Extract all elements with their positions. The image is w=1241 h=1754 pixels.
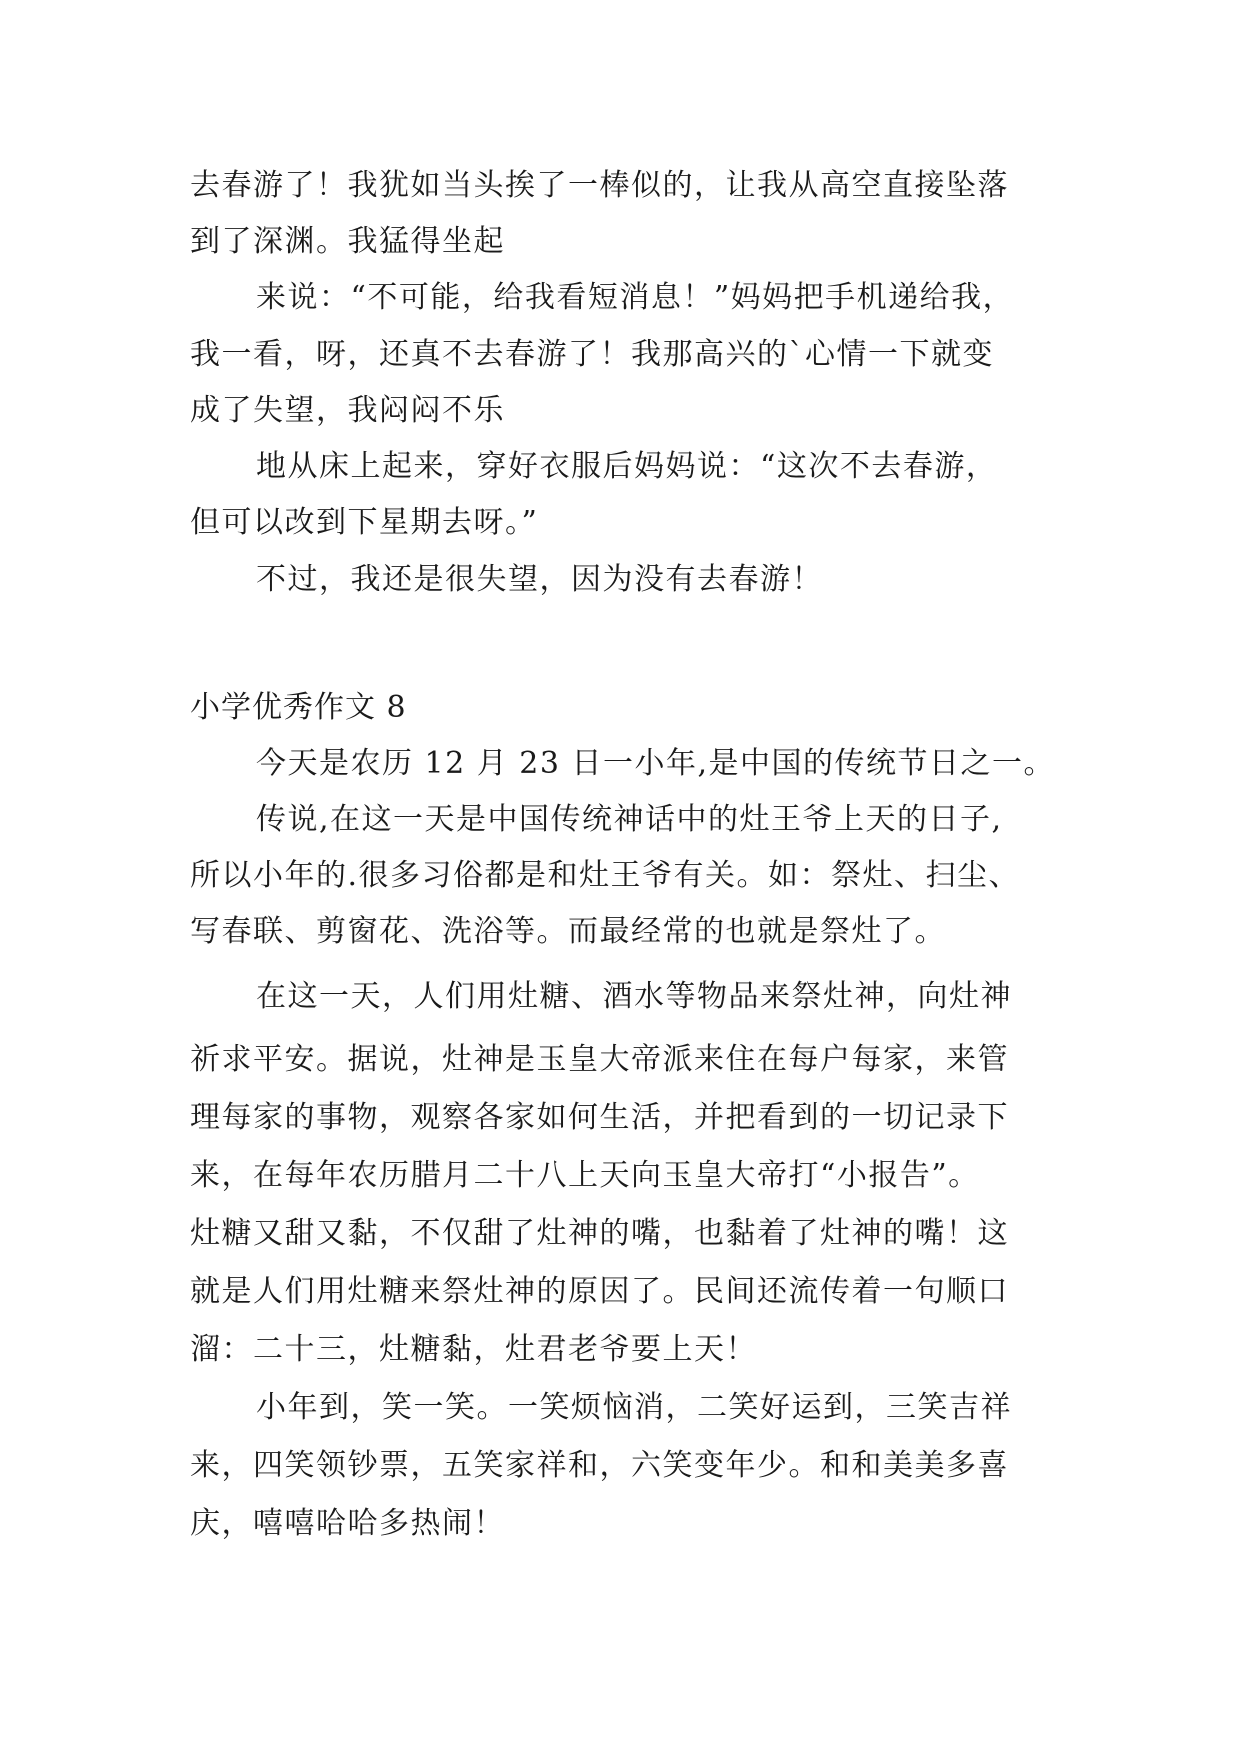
paragraph-line: 写春联、剪窗花、洗浴等。而最经常的也就是祭灶了。 [190, 914, 946, 949]
paragraph-line: 庆，嘻嘻哈哈多热闹！ [190, 1506, 505, 1541]
paragraph-line: 去春游了！我犹如当头挨了一棒似的，让我从高空直接坠落 [190, 168, 1009, 203]
paragraph-line: 今天是农历 12 月 23 日一小年,是中国的传统节日之一。 [256, 746, 1056, 781]
paragraph-line: 所以小年的.很多习俗都是和灶王爷有关。如：祭灶、扫尘、 [190, 858, 1021, 893]
paragraph-line: 小年到，笑一笑。一笑烦恼消，二笑好运到，三笑吉祥 [256, 1390, 1012, 1425]
paragraph-line: 来，四笑领钞票，五笑家祥和，六笑变年少。和和美美多喜 [190, 1448, 1009, 1483]
paragraph-line: 就是人们用灶糖来祭灶神的原因了。民间还流传着一句顺口 [190, 1274, 1009, 1309]
paragraph-line: 但可以改到下星期去呀。” [190, 505, 539, 540]
paragraph-line: 我一看，呀，还真不去春游了！我那高兴的`心情一下就变 [190, 337, 994, 372]
paragraph-line: 灶糖又甜又黏，不仅甜了灶神的嘴，也黏着了灶神的嘴！这 [190, 1216, 1009, 1251]
paragraph-line: 来，在每年农历腊月二十八上天向玉皇大帝打“小报告”。 [190, 1158, 980, 1193]
paragraph-line: 到了深渊。我猛得坐起 [190, 224, 505, 259]
paragraph-line: 不过，我还是很失望，因为没有去春游！ [256, 562, 823, 597]
paragraph-line: 传说,在这一天是中国传统神话中的灶王爷上天的日子, [256, 802, 1003, 837]
paragraph-line: 成了失望，我闷闷不乐 [190, 393, 505, 428]
essay-heading: 小学优秀作文 8 [190, 690, 407, 725]
paragraph-line: 祈求平安。据说，灶神是玉皇大帝派来住在每户每家，来管 [190, 1042, 1009, 1077]
paragraph-line: 溜：二十三，灶糖黏，灶君老爷要上天！ [190, 1332, 757, 1367]
paragraph-line: 来说：“不可能，给我看短消息！”妈妈把手机递给我， [256, 280, 1015, 315]
paragraph-line: 在这一天，人们用灶糖、酒水等物品来祭灶神，向灶神 [256, 979, 1012, 1014]
paragraph-line: 地从床上起来，穿好衣服后妈妈说：“这次不去春游， [256, 449, 998, 484]
paragraph-line: 理每家的事物，观察各家如何生活，并把看到的一切记录下 [190, 1100, 1009, 1135]
